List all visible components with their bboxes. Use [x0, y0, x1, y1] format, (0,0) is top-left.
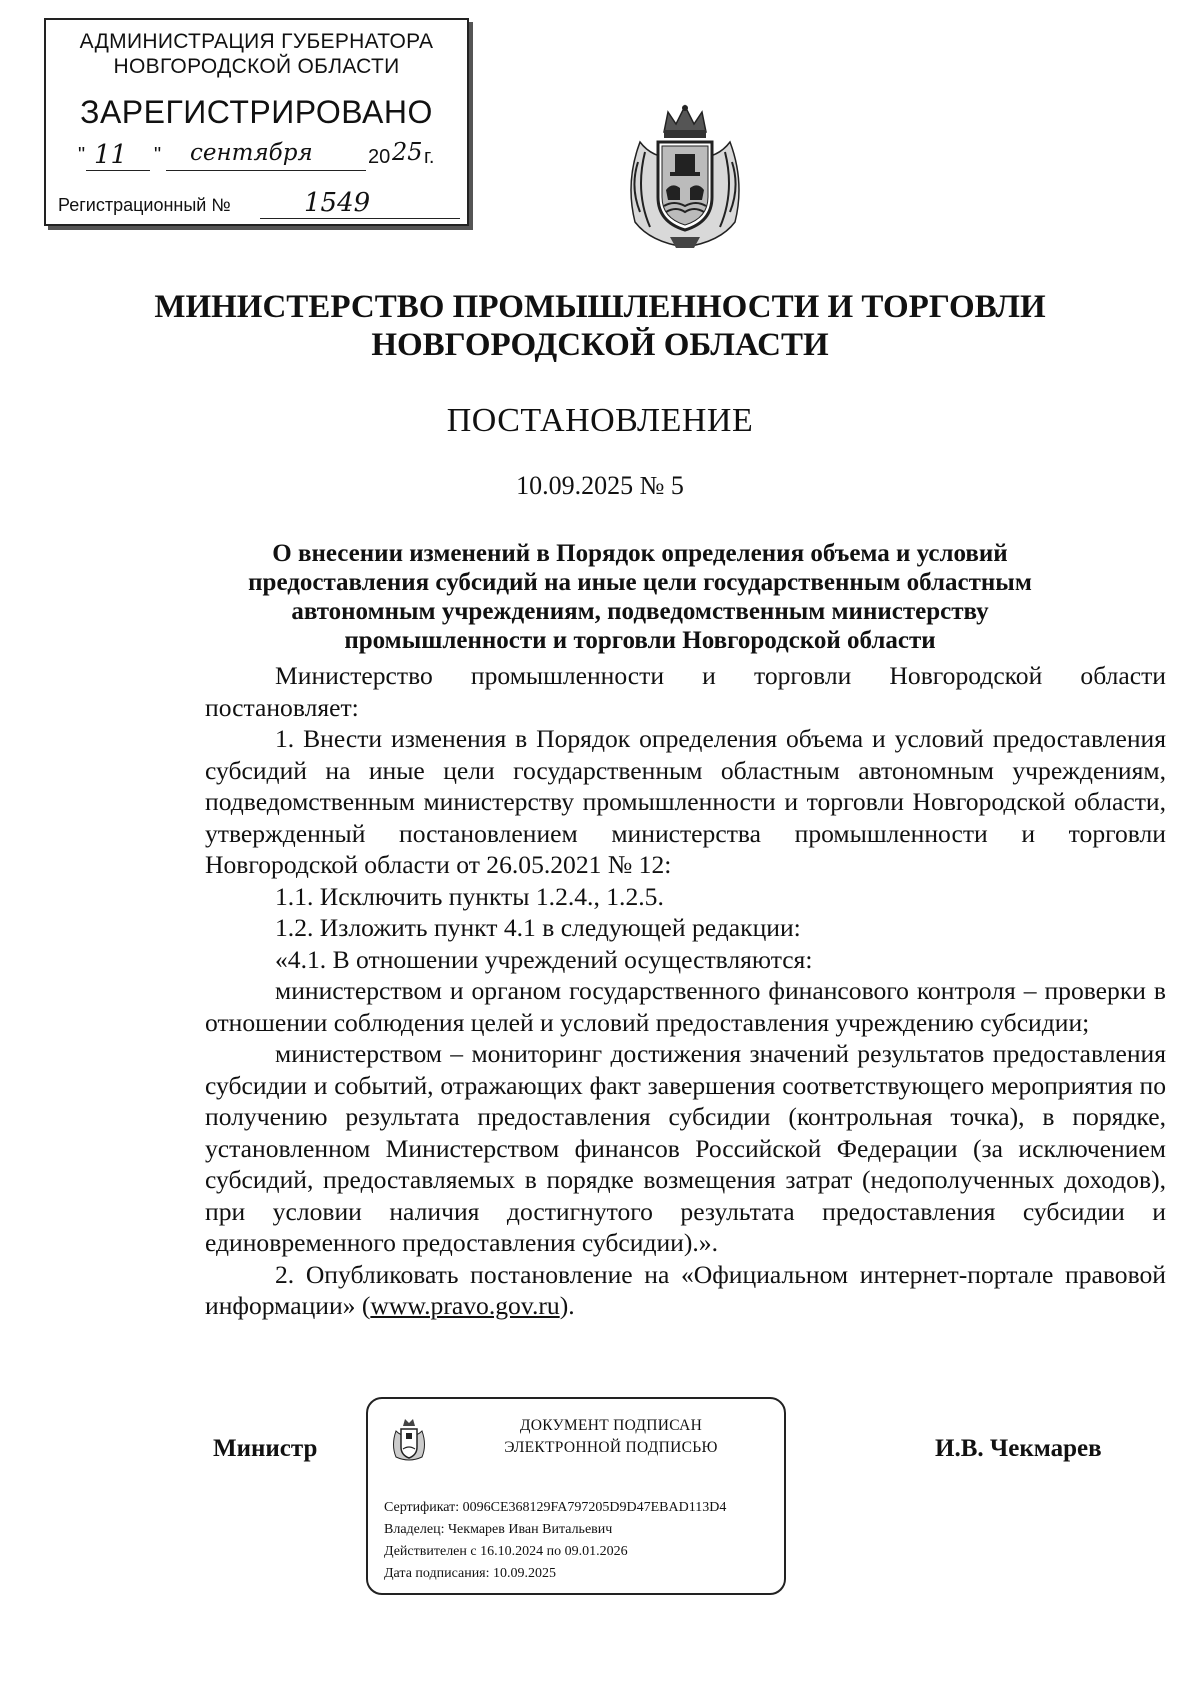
- document-subject: О внесении изменений в Порядок определения объема и условий предоставления субсидий на иные цели государственным областным автономным учреждениям, подведомственным министерству промышленности и торговли Новгородской области: [248, 540, 1032, 654]
- esig-signed-date: Дата подписания: 10.09.2025: [384, 1566, 557, 1581]
- registration-stamp: [44, 18, 469, 226]
- esig-certificate: Сертификат: 0096CE368129FA797205D9D47EBAD113D4: [384, 1500, 727, 1515]
- esig-heading-line2: ЭЛЕКТРОННОЙ ПОДПИСЬЮ: [504, 1439, 718, 1456]
- paragraph-item-1-2: 1.2. Изложить пункт 4.1 в следующей редакции:: [275, 913, 801, 942]
- stamp-registered-label: ЗАРЕГИСТРИРОВАНО: [80, 94, 433, 130]
- signer-name: И.В. Чекмарев: [935, 1435, 1102, 1462]
- stamp-authority-line2: НОВГОРОДСКОЙ ОБЛАСТИ: [113, 55, 400, 78]
- stamp-year-unit: г.: [424, 146, 435, 168]
- esig-heading-line1: ДОКУМЕНТ ПОДПИСАН: [519, 1417, 703, 1434]
- stamp-regnum: 1549: [304, 188, 371, 218]
- paragraph-monitoring: министерством – мониторинг достижения значений результатов предоставления субсидии и событий, отражающих факт завершения соответствующего мероприятия по получению результата предоставления субсидии (контрольная точка), в порядке, установленном Министерством финансов Российской Федерации (за исключением субсидий, предоставляемых в порядке возмещения затрат (недополученных доходов), при условии наличия достигнутого результата предоставления субсидии и единовременного предоставления субсидии).».: [205, 1039, 1166, 1257]
- document-body: [205, 660, 1166, 1322]
- ministry-title-line1: МИНИСТЕРСТВО ПРОМЫШЛЕННОСТИ И ТОРГОВЛИ: [154, 289, 1046, 325]
- paragraph-item-1-1: 1.1. Исключить пункты 1.2.4., 1.2.5.: [275, 881, 664, 911]
- esig-owner: Владелец: Чекмарев Иван Витальевич: [384, 1522, 613, 1537]
- stamp-year-suffix: 25: [392, 138, 423, 166]
- stamp-authority-line1: АДМИНИСТРАЦИЯ ГУБЕРНАТОРА: [79, 30, 434, 53]
- document-type: ПОСТАНОВЛЕНИЕ: [446, 402, 754, 439]
- esig-valid: Действителен с 16.10.2024 по 09.01.2026: [384, 1544, 628, 1559]
- coat-of-arms-icon: [620, 102, 750, 252]
- paragraph-item-1: 1. Внести изменения в Порядок определения объема и условий предоставления субсидий на иные цели государственным областным автономным учреждениям, подведомственным министерству промышленности и торговли Новгородской области, утвержденный постановлением министерства промышленности и торговли Новгородской области от 26.05.2021 № 12:: [205, 724, 1166, 879]
- emblem-icon: [390, 1417, 428, 1463]
- ministry-title-line2: НОВГОРОДСКОЙ ОБЛАСТИ: [371, 327, 829, 363]
- stamp-year-prefix: 20: [368, 146, 391, 168]
- paragraph-control: министерством и органом государственного финансового контроля – проверки в отношении соблюдения целей и условий предоставления учреждению субсидии;: [205, 976, 1166, 1037]
- stamp-date-row: " 11 " сентября 20 25 г.: [78, 138, 435, 170]
- paragraph-intro: Министерство промышленности и торговли Новгородской области постановляет:: [205, 661, 1166, 722]
- ministry-title: [0, 288, 1200, 364]
- esig-details: [384, 1497, 726, 1585]
- publish-text: 2. Опубликовать постановление на «Официальном интернет-портале правовой информации» (: [205, 1259, 1166, 1320]
- paragraph-item-2: [205, 1259, 1166, 1322]
- publish-text-end: ).: [559, 1291, 575, 1320]
- stamp-regnum-label: Регистрационный №: [58, 195, 231, 215]
- stamp-day: 11: [94, 140, 128, 170]
- pravo-link[interactable]: www.pravo.gov.ru: [370, 1291, 560, 1320]
- electronic-signature-box: [366, 1397, 786, 1595]
- document-date-number: 10.09.2025 № 5: [516, 471, 684, 500]
- stamp-month: сентября: [190, 140, 313, 166]
- paragraph-item-4-1: «4.1. В отношении учреждений осуществляются:: [275, 944, 813, 974]
- signer-position: Министр: [213, 1435, 318, 1462]
